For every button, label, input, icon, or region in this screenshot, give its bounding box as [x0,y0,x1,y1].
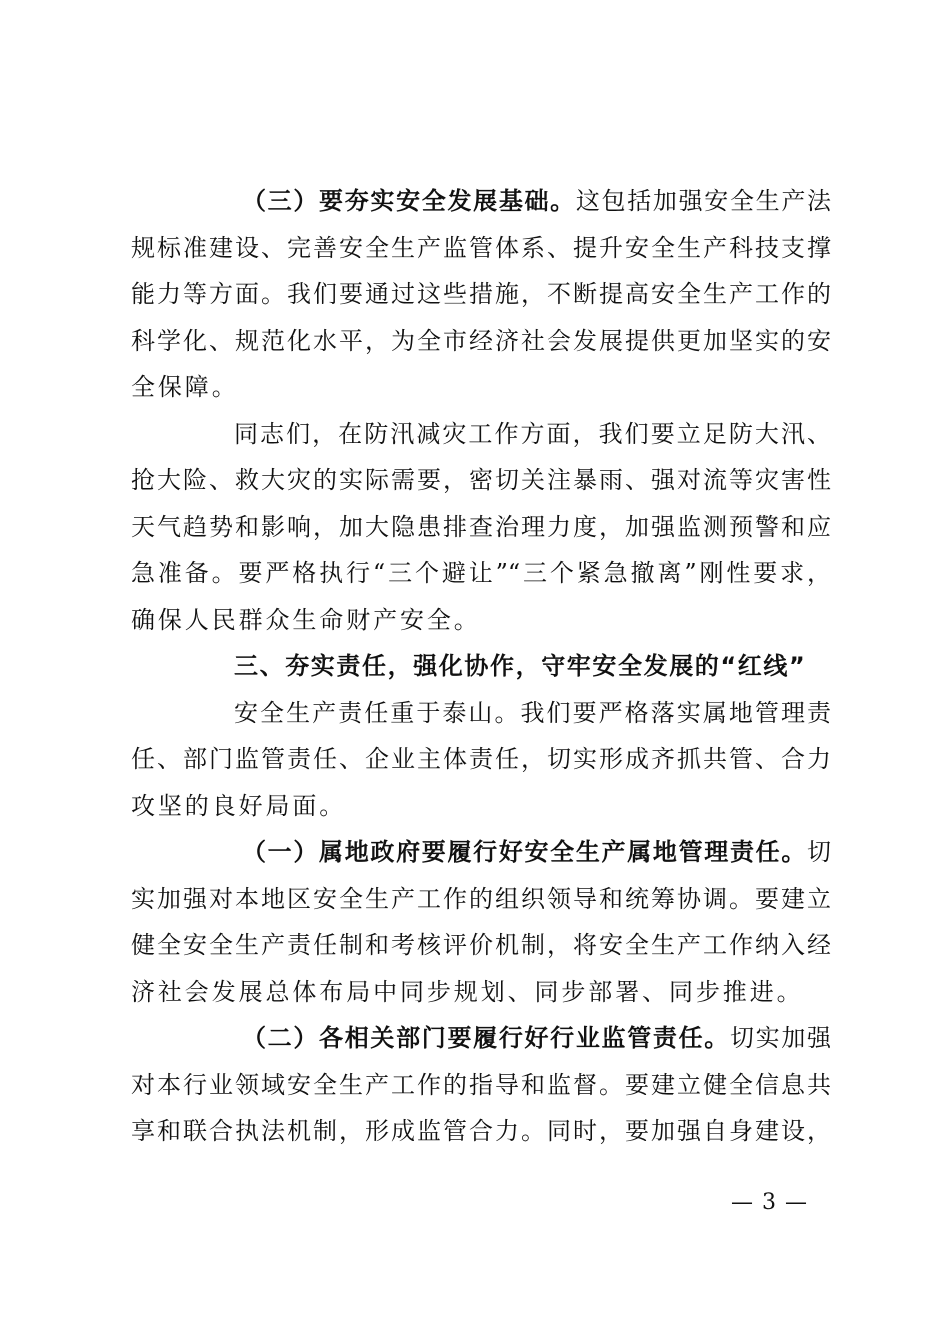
paragraph-line: 同志们，在防汛减灾工作方面，我们要立足防大汛、 [234,419,831,448]
paragraph-line: 享和联合执法机制，形成监管合力。同时，要加强自身建设， [131,1117,831,1145]
line-text: 切实加强 [729,1024,831,1052]
paragraph-line: 攻坚的良好局面。 [131,791,347,820]
page-number: — 3 — [731,1190,808,1215]
paragraph-line [131,178,831,225]
paragraph-line: 实加强对本地区安全生产工作的组织领导和统筹协调。要建立 [131,884,831,913]
section-lead: （一）属地政府要履行好安全生产属地管理责任。 [242,837,807,866]
paragraph-line: 安全生产责任重于泰山。我们要严格落实属地管理责 [234,698,831,727]
paragraph-line: 健全安全生产责任制和考核评价机制，将安全生产工作纳入经 [131,931,831,959]
paragraph-line: 天气趋势和影响，加大隐患排查治理力度，加强监测预警和应 [131,512,831,541]
section-lead: （二）各相关部门要履行好行业监管责任。 [242,1023,730,1052]
line-text: 切 [807,838,831,866]
section-heading: 三、夯实责任，强化协作，守牢安全发展的“红线” [234,652,807,680]
paragraph-line: 济社会发展总体布局中同步规划、同步部署、同步推进。 [131,977,804,1006]
paragraph-line: 全保障。 [131,373,239,401]
paragraph-line: 急准备。要严格执行“三个避让”“三个紧急撤离”刚性要求， [131,559,831,587]
paragraph-line: 对本行业领域安全生产工作的指导和监督。要建立健全信息共 [131,1070,831,1099]
paragraph-line: 抢大险、救大灾的实际需要，密切关注暴雨、强对流等灾害性 [131,466,831,494]
paragraph-line: 确保人民群众生命财产安全。 [131,605,481,634]
paragraph-line [131,829,831,876]
paragraph-line: 科学化、规范化水平，为全市经济社会发展提供更加坚实的安 [131,326,831,355]
paragraph-line [131,1015,831,1062]
line-text: 这包括加强安全生产法 [575,187,831,215]
body-text [131,178,831,1155]
paragraph-line: 规标准建设、完善安全生产监管体系、提升安全生产科技支撑 [131,233,831,262]
paragraph-line: 能力等方面。我们要通过这些措施，不断提高安全生产工作的 [131,280,831,308]
section-lead: （三）要夯实安全发展基础。 [242,186,576,215]
paragraph-line: 任、部门监管责任、企业主体责任，切实形成齐抓共管、合力 [131,745,831,773]
